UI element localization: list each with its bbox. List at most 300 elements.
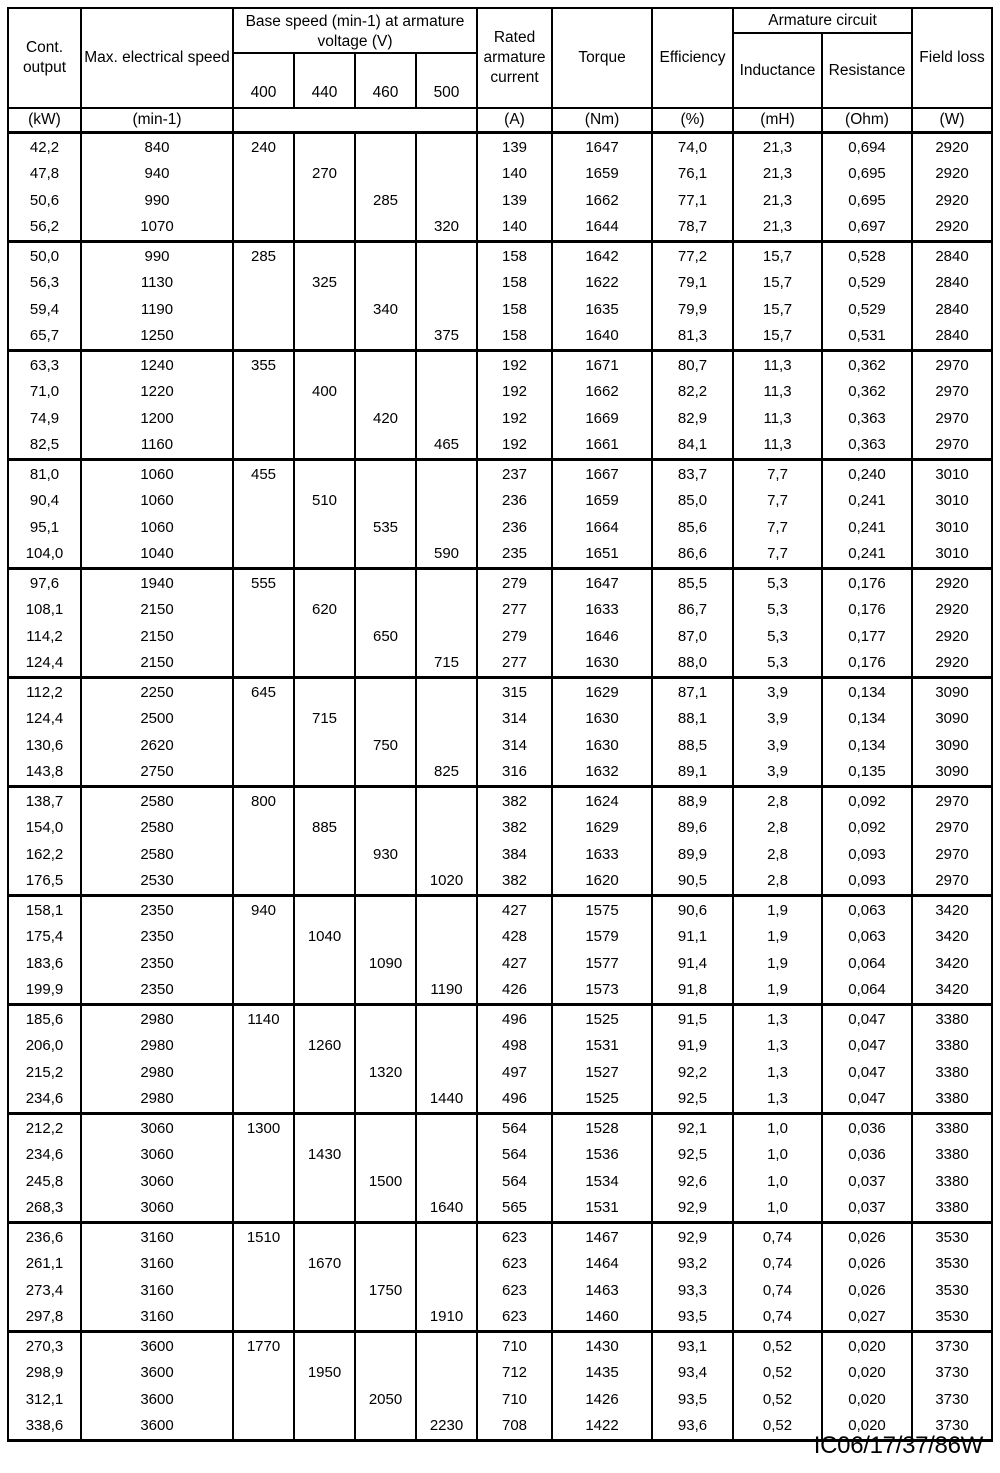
torque-cell: 1531 <box>552 1033 652 1060</box>
empty-cell <box>294 460 355 488</box>
table-row <box>8 1005 992 1033</box>
max-speed-cell: 1160 <box>81 432 233 460</box>
cont-output-cell: 108,1 <box>8 597 81 624</box>
max-speed-cell: 2350 <box>81 896 233 924</box>
resistance-cell: 0,064 <box>822 950 912 977</box>
empty-cell <box>355 1195 416 1223</box>
rated-current-cell: 564 <box>477 1142 552 1169</box>
empty-cell <box>416 597 477 624</box>
base-speed-cell: 1190 <box>416 977 477 1005</box>
base-speed-cell: 455 <box>233 460 294 488</box>
table-row <box>8 1195 992 1223</box>
empty-cell <box>416 1059 477 1086</box>
empty-cell <box>355 1332 416 1360</box>
empty-cell <box>233 732 294 759</box>
field-loss-cell: 2920 <box>912 214 992 242</box>
rated-current-cell: 279 <box>477 623 552 650</box>
resistance-cell: 0,093 <box>822 841 912 868</box>
empty-cell <box>416 296 477 323</box>
efficiency-cell: 93,6 <box>652 1413 733 1441</box>
inductance-cell: 1,3 <box>733 1059 822 1086</box>
efficiency-cell: 85,0 <box>652 488 733 515</box>
inductance-cell: 5,3 <box>733 623 822 650</box>
rated-current-cell: 496 <box>477 1005 552 1033</box>
cont-output-cell: 236,6 <box>8 1223 81 1251</box>
empty-cell <box>233 1195 294 1223</box>
base-speed-cell: 1140 <box>233 1005 294 1033</box>
table-row <box>8 541 992 569</box>
torque-cell: 1536 <box>552 1142 652 1169</box>
empty-cell <box>416 161 477 188</box>
inductance-cell: 1,3 <box>733 1005 822 1033</box>
table-row <box>8 1142 992 1169</box>
field-loss-cell: 2920 <box>912 569 992 597</box>
resistance-cell: 0,134 <box>822 706 912 733</box>
empty-cell <box>294 623 355 650</box>
max-speed-cell: 1240 <box>81 351 233 379</box>
base-speed-cell: 645 <box>233 678 294 706</box>
field-loss-cell: 3010 <box>912 460 992 488</box>
rated-current-cell: 382 <box>477 787 552 815</box>
empty-cell <box>355 896 416 924</box>
empty-cell <box>355 815 416 842</box>
efficiency-cell: 93,5 <box>652 1386 733 1413</box>
cont-output-cell: 185,6 <box>8 1005 81 1033</box>
base-speed-cell: 340 <box>355 296 416 323</box>
cont-output-cell: 90,4 <box>8 488 81 515</box>
base-speed-cell: 715 <box>416 650 477 678</box>
empty-cell <box>233 1086 294 1114</box>
max-speed-cell: 2980 <box>81 1033 233 1060</box>
field-loss-cell: 2840 <box>912 242 992 270</box>
field-loss-cell: 2840 <box>912 296 992 323</box>
max-speed-cell: 1040 <box>81 541 233 569</box>
rated-current-cell: 623 <box>477 1223 552 1251</box>
empty-cell <box>355 1114 416 1142</box>
torque-cell: 1644 <box>552 214 652 242</box>
torque-cell: 1630 <box>552 706 652 733</box>
torque-cell: 1624 <box>552 787 652 815</box>
torque-cell: 1528 <box>552 1114 652 1142</box>
col-rated-current-header: Rated armature current <box>477 8 552 108</box>
efficiency-cell: 88,5 <box>652 732 733 759</box>
empty-cell <box>416 379 477 406</box>
cont-output-cell: 59,4 <box>8 296 81 323</box>
torque-cell: 1635 <box>552 296 652 323</box>
inductance-cell: 21,3 <box>733 133 822 161</box>
cont-output-cell: 50,6 <box>8 187 81 214</box>
empty-cell <box>294 896 355 924</box>
rated-current-cell: 710 <box>477 1332 552 1360</box>
unit-cell: (mH) <box>733 108 822 133</box>
empty-cell <box>355 1360 416 1387</box>
inductance-cell: 0,74 <box>733 1223 822 1251</box>
max-speed-cell: 1220 <box>81 379 233 406</box>
cont-output-cell: 124,4 <box>8 650 81 678</box>
max-speed-cell: 2580 <box>81 815 233 842</box>
field-loss-cell: 2920 <box>912 161 992 188</box>
max-speed-cell: 2530 <box>81 868 233 896</box>
inductance-cell: 1,9 <box>733 896 822 924</box>
efficiency-cell: 82,2 <box>652 379 733 406</box>
resistance-cell: 0,036 <box>822 1114 912 1142</box>
rated-current-cell: 496 <box>477 1086 552 1114</box>
voltage-500-header: 500 <box>416 53 477 108</box>
cont-output-cell: 130,6 <box>8 732 81 759</box>
empty-cell <box>294 569 355 597</box>
rated-current-cell: 623 <box>477 1277 552 1304</box>
rated-current-cell: 316 <box>477 759 552 787</box>
efficiency-cell: 92,5 <box>652 1086 733 1114</box>
empty-cell <box>233 597 294 624</box>
field-loss-cell: 2920 <box>912 623 992 650</box>
table-body <box>8 133 992 1441</box>
cont-output-cell: 338,6 <box>8 1413 81 1441</box>
rated-current-cell: 139 <box>477 187 552 214</box>
base-speed-cell: 325 <box>294 270 355 297</box>
empty-cell <box>294 1223 355 1251</box>
empty-cell <box>294 1195 355 1223</box>
efficiency-cell: 77,2 <box>652 242 733 270</box>
empty-cell <box>294 405 355 432</box>
torque-cell: 1464 <box>552 1251 652 1278</box>
resistance-cell: 0,694 <box>822 133 912 161</box>
max-speed-cell: 1060 <box>81 514 233 541</box>
rated-current-cell: 315 <box>477 678 552 706</box>
empty-cell <box>416 1251 477 1278</box>
table-row <box>8 732 992 759</box>
empty-cell <box>416 1332 477 1360</box>
empty-cell <box>294 133 355 161</box>
base-speed-cell: 1320 <box>355 1059 416 1086</box>
efficiency-cell: 93,1 <box>652 1332 733 1360</box>
unit-cell: (W) <box>912 108 992 133</box>
col-resistance-header: Resistance <box>822 33 912 108</box>
field-loss-cell: 2920 <box>912 597 992 624</box>
empty-cell <box>233 1277 294 1304</box>
max-speed-cell: 990 <box>81 187 233 214</box>
torque-cell: 1659 <box>552 161 652 188</box>
torque-cell: 1422 <box>552 1413 652 1441</box>
field-loss-cell: 3380 <box>912 1168 992 1195</box>
table-row <box>8 1033 992 1060</box>
torque-cell: 1630 <box>552 732 652 759</box>
inductance-cell: 21,3 <box>733 214 822 242</box>
efficiency-cell: 88,1 <box>652 706 733 733</box>
base-speed-cell: 715 <box>294 706 355 733</box>
empty-cell <box>355 1304 416 1332</box>
rated-current-cell: 192 <box>477 405 552 432</box>
field-loss-cell: 3530 <box>912 1304 992 1332</box>
empty-cell <box>355 1251 416 1278</box>
empty-cell <box>416 787 477 815</box>
table-row <box>8 432 992 460</box>
unit-cell <box>233 108 477 133</box>
field-loss-cell: 3730 <box>912 1386 992 1413</box>
efficiency-cell: 84,1 <box>652 432 733 460</box>
efficiency-cell: 90,5 <box>652 868 733 896</box>
efficiency-cell: 76,1 <box>652 161 733 188</box>
torque-cell: 1426 <box>552 1386 652 1413</box>
table-header <box>8 8 992 133</box>
empty-cell <box>233 1386 294 1413</box>
table-row <box>8 405 992 432</box>
table-row <box>8 1086 992 1114</box>
field-loss-cell: 2920 <box>912 650 992 678</box>
empty-cell <box>355 569 416 597</box>
empty-cell <box>355 1005 416 1033</box>
cont-output-cell: 312,1 <box>8 1386 81 1413</box>
resistance-cell: 0,362 <box>822 351 912 379</box>
base-speed-cell: 825 <box>416 759 477 787</box>
resistance-cell: 0,241 <box>822 514 912 541</box>
inductance-cell: 1,0 <box>733 1142 822 1169</box>
empty-cell <box>294 187 355 214</box>
max-speed-cell: 2150 <box>81 650 233 678</box>
rated-current-cell: 497 <box>477 1059 552 1086</box>
empty-cell <box>355 379 416 406</box>
resistance-cell: 0,697 <box>822 214 912 242</box>
inductance-cell: 0,52 <box>733 1386 822 1413</box>
table-row <box>8 1360 992 1387</box>
empty-cell <box>294 1168 355 1195</box>
empty-cell <box>294 1086 355 1114</box>
efficiency-cell: 79,1 <box>652 270 733 297</box>
base-speed-cell: 930 <box>355 841 416 868</box>
resistance-cell: 0,063 <box>822 896 912 924</box>
cont-output-cell: 154,0 <box>8 815 81 842</box>
torque-cell: 1646 <box>552 623 652 650</box>
empty-cell <box>294 541 355 569</box>
efficiency-cell: 91,1 <box>652 924 733 951</box>
empty-cell <box>233 514 294 541</box>
field-loss-cell: 3730 <box>912 1413 992 1441</box>
field-loss-cell: 2970 <box>912 868 992 896</box>
efficiency-cell: 87,1 <box>652 678 733 706</box>
torque-cell: 1525 <box>552 1086 652 1114</box>
table-row <box>8 270 992 297</box>
table-row <box>8 214 992 242</box>
table-row <box>8 841 992 868</box>
empty-cell <box>355 597 416 624</box>
empty-cell <box>294 841 355 868</box>
efficiency-cell: 92,2 <box>652 1059 733 1086</box>
max-speed-cell: 2980 <box>81 1086 233 1114</box>
resistance-cell: 0,047 <box>822 1005 912 1033</box>
empty-cell <box>355 706 416 733</box>
empty-cell <box>416 488 477 515</box>
field-loss-cell: 3530 <box>912 1277 992 1304</box>
cont-output-cell: 175,4 <box>8 924 81 951</box>
max-speed-cell: 2150 <box>81 623 233 650</box>
torque-cell: 1575 <box>552 896 652 924</box>
empty-cell <box>416 460 477 488</box>
empty-cell <box>416 242 477 270</box>
table-row <box>8 678 992 706</box>
base-speed-cell: 940 <box>233 896 294 924</box>
rated-current-cell: 235 <box>477 541 552 569</box>
resistance-cell: 0,176 <box>822 569 912 597</box>
table-row <box>8 323 992 351</box>
inductance-cell: 1,3 <box>733 1086 822 1114</box>
rated-current-cell: 236 <box>477 514 552 541</box>
base-speed-cell: 2230 <box>416 1413 477 1441</box>
empty-cell <box>294 351 355 379</box>
inductance-cell: 11,3 <box>733 379 822 406</box>
unit-cell: (Ohm) <box>822 108 912 133</box>
inductance-cell: 1,9 <box>733 950 822 977</box>
rated-current-cell: 426 <box>477 977 552 1005</box>
rated-current-cell: 192 <box>477 432 552 460</box>
inductance-cell: 0,52 <box>733 1332 822 1360</box>
col-max-speed-header: Max. electrical speed <box>81 8 233 108</box>
empty-cell <box>233 323 294 351</box>
resistance-cell: 0,363 <box>822 405 912 432</box>
resistance-cell: 0,241 <box>822 541 912 569</box>
max-speed-cell: 1940 <box>81 569 233 597</box>
empty-cell <box>355 1142 416 1169</box>
cont-output-cell: 138,7 <box>8 787 81 815</box>
cont-output-cell: 95,1 <box>8 514 81 541</box>
rated-current-cell: 623 <box>477 1251 552 1278</box>
cont-output-cell: 50,0 <box>8 242 81 270</box>
resistance-cell: 0,020 <box>822 1386 912 1413</box>
field-loss-cell: 3010 <box>912 514 992 541</box>
rated-current-cell: 192 <box>477 351 552 379</box>
rated-current-cell: 564 <box>477 1168 552 1195</box>
cont-output-cell: 97,6 <box>8 569 81 597</box>
rated-current-cell: 158 <box>477 242 552 270</box>
base-speed-cell: 1910 <box>416 1304 477 1332</box>
cont-output-cell: 124,4 <box>8 706 81 733</box>
empty-cell <box>355 977 416 1005</box>
resistance-cell: 0,064 <box>822 977 912 1005</box>
efficiency-cell: 92,5 <box>652 1142 733 1169</box>
empty-cell <box>233 379 294 406</box>
voltage-460-header: 460 <box>355 53 416 108</box>
base-speed-cell: 375 <box>416 323 477 351</box>
inductance-cell: 2,8 <box>733 787 822 815</box>
table-row <box>8 1304 992 1332</box>
max-speed-cell: 1130 <box>81 270 233 297</box>
unit-cell: (%) <box>652 108 733 133</box>
field-loss-cell: 3420 <box>912 924 992 951</box>
cont-output-cell: 74,9 <box>8 405 81 432</box>
rated-current-cell: 158 <box>477 270 552 297</box>
base-speed-cell: 1500 <box>355 1168 416 1195</box>
torque-cell: 1620 <box>552 868 652 896</box>
table-row <box>8 1059 992 1086</box>
torque-cell: 1629 <box>552 815 652 842</box>
empty-cell <box>294 678 355 706</box>
torque-cell: 1579 <box>552 924 652 951</box>
empty-cell <box>355 488 416 515</box>
field-loss-cell: 3420 <box>912 977 992 1005</box>
field-loss-cell: 3730 <box>912 1360 992 1387</box>
inductance-cell: 0,74 <box>733 1304 822 1332</box>
empty-cell <box>294 1114 355 1142</box>
empty-cell <box>294 759 355 787</box>
resistance-cell: 0,027 <box>822 1304 912 1332</box>
max-speed-cell: 1190 <box>81 296 233 323</box>
empty-cell <box>355 868 416 896</box>
max-speed-cell: 3600 <box>81 1413 233 1441</box>
empty-cell <box>416 1386 477 1413</box>
inductance-cell: 1,0 <box>733 1195 822 1223</box>
inductance-cell: 5,3 <box>733 569 822 597</box>
cont-output-cell: 176,5 <box>8 868 81 896</box>
rated-current-cell: 623 <box>477 1304 552 1332</box>
empty-cell <box>416 896 477 924</box>
empty-cell <box>233 296 294 323</box>
field-loss-cell: 2970 <box>912 351 992 379</box>
resistance-cell: 0,026 <box>822 1251 912 1278</box>
cont-output-cell: 158,1 <box>8 896 81 924</box>
table-row <box>8 569 992 597</box>
empty-cell <box>233 924 294 951</box>
efficiency-cell: 91,8 <box>652 977 733 1005</box>
col-inductance-header: Inductance <box>733 33 822 108</box>
efficiency-cell: 88,0 <box>652 650 733 678</box>
unit-cell: (kW) <box>8 108 81 133</box>
empty-cell <box>355 678 416 706</box>
torque-cell: 1622 <box>552 270 652 297</box>
base-speed-cell: 355 <box>233 351 294 379</box>
empty-cell <box>416 678 477 706</box>
unit-cell: (Nm) <box>552 108 652 133</box>
empty-cell <box>233 270 294 297</box>
base-speed-cell: 555 <box>233 569 294 597</box>
inductance-cell: 11,3 <box>733 432 822 460</box>
resistance-cell: 0,020 <box>822 1413 912 1441</box>
efficiency-cell: 82,9 <box>652 405 733 432</box>
table-row <box>8 1114 992 1142</box>
max-speed-cell: 840 <box>81 133 233 161</box>
empty-cell <box>416 351 477 379</box>
table-row <box>8 950 992 977</box>
table-row <box>8 1223 992 1251</box>
max-speed-cell: 3600 <box>81 1332 233 1360</box>
inductance-cell: 0,52 <box>733 1360 822 1387</box>
efficiency-cell: 80,7 <box>652 351 733 379</box>
rated-current-cell: 140 <box>477 214 552 242</box>
max-speed-cell: 3600 <box>81 1360 233 1387</box>
empty-cell <box>416 1360 477 1387</box>
inductance-cell: 21,3 <box>733 187 822 214</box>
cont-output-cell: 56,3 <box>8 270 81 297</box>
rated-current-cell: 428 <box>477 924 552 951</box>
efficiency-cell: 93,5 <box>652 1304 733 1332</box>
base-speed-cell: 1260 <box>294 1033 355 1060</box>
table-row <box>8 161 992 188</box>
col-field-loss-header: Field loss <box>912 8 992 108</box>
table-row <box>8 133 992 161</box>
inductance-cell: 5,3 <box>733 650 822 678</box>
table-row <box>8 1168 992 1195</box>
base-speed-cell: 535 <box>355 514 416 541</box>
field-loss-cell: 3010 <box>912 488 992 515</box>
efficiency-cell: 87,0 <box>652 623 733 650</box>
rated-current-cell: 427 <box>477 950 552 977</box>
max-speed-cell: 3060 <box>81 1142 233 1169</box>
empty-cell <box>416 1033 477 1060</box>
cont-output-cell: 143,8 <box>8 759 81 787</box>
inductance-cell: 7,7 <box>733 488 822 515</box>
efficiency-cell: 85,6 <box>652 514 733 541</box>
empty-cell <box>355 214 416 242</box>
empty-cell <box>294 950 355 977</box>
max-speed-cell: 2150 <box>81 597 233 624</box>
